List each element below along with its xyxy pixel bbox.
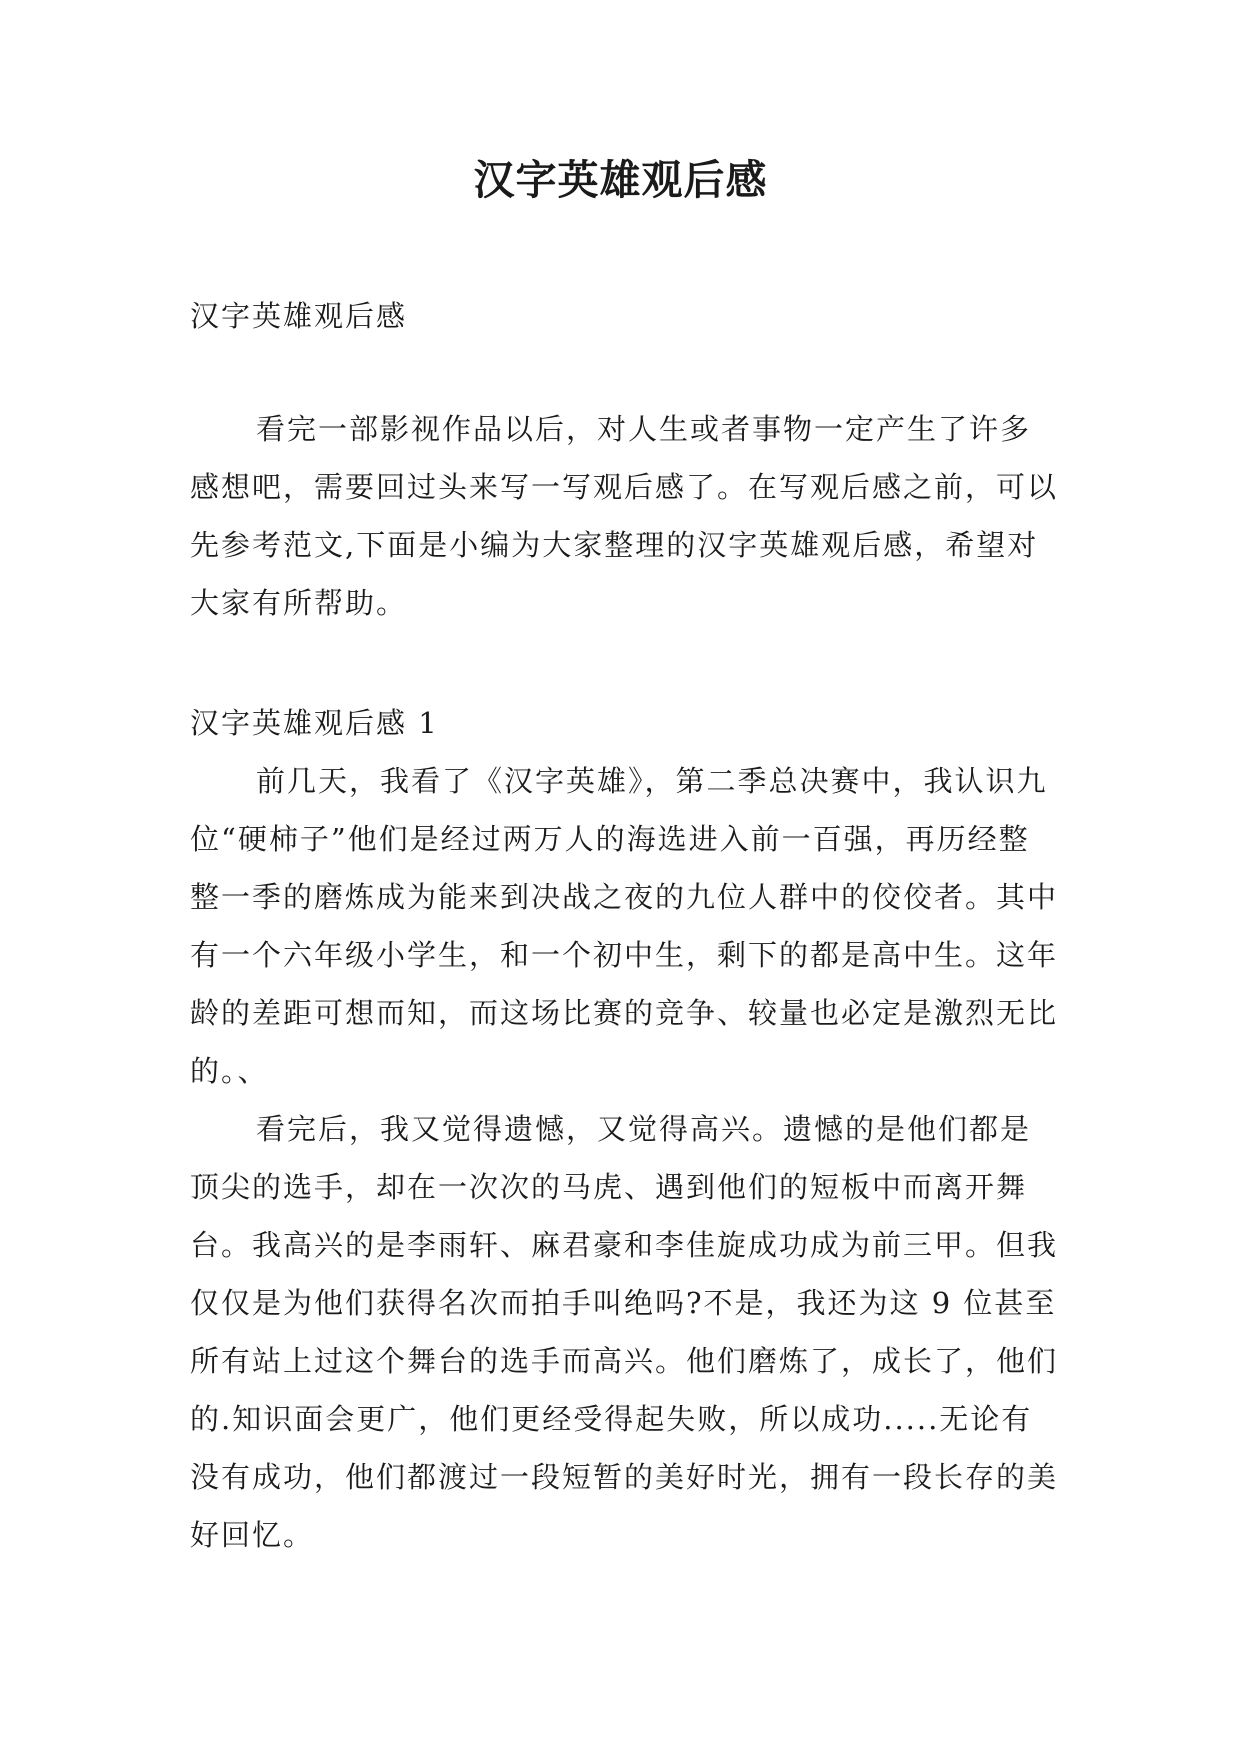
section-body <box>190 752 1060 1564</box>
section-paragraph: 前几天，我看了《汉字英雄》，第二季总决赛中，我认识九位“硬柿子”他们是经过两万人的海选进入前一百强，再历经整整一季的磨炼成为能来到决战之夜的九位人群中的佼佼者。其中有一个六年级小学生，和一个初中生，剩下的都是高中生。这年龄的差距可想而知，而这场比赛的竞争、较量也必定是激烈无比的。、 <box>190 764 1059 1088</box>
document-subtitle: 汉字英雄观后感 <box>190 299 408 333</box>
document-title: 汉字英雄观后感 <box>473 156 768 204</box>
section-paragraph: 看完后，我又觉得遗憾，又觉得高兴。遗憾的是他们都是顶尖的选手，却在一次次的马虎、遇到他们的短板中而离开舞台。我高兴的是李雨轩、麻君豪和李佳旋成功成为前三甲。但我仅仅是为他们获得名次而拍手叫绝吗?不是，我还为这 9 位甚至所有站上过这个舞台的选手而高兴。他们磨炼了，成长了，他们的.知识面会更广，他们更经受得起失败，所以成功.....无论有没有成功，他们都渡过一段短暂的美好时光，拥有一段长存的美好回忆。 <box>190 1112 1059 1552</box>
section-heading: 汉字英雄观后感 1 <box>190 706 439 740</box>
intro-paragraph: 看完一部影视作品以后，对人生或者事物一定产生了许多感想吧，需要回过头来写一写观后感了。在写观后感之前，可以先参考范文,下面是小编为大家整理的汉字英雄观后感，希望对大家有所帮助。 <box>190 412 1059 620</box>
